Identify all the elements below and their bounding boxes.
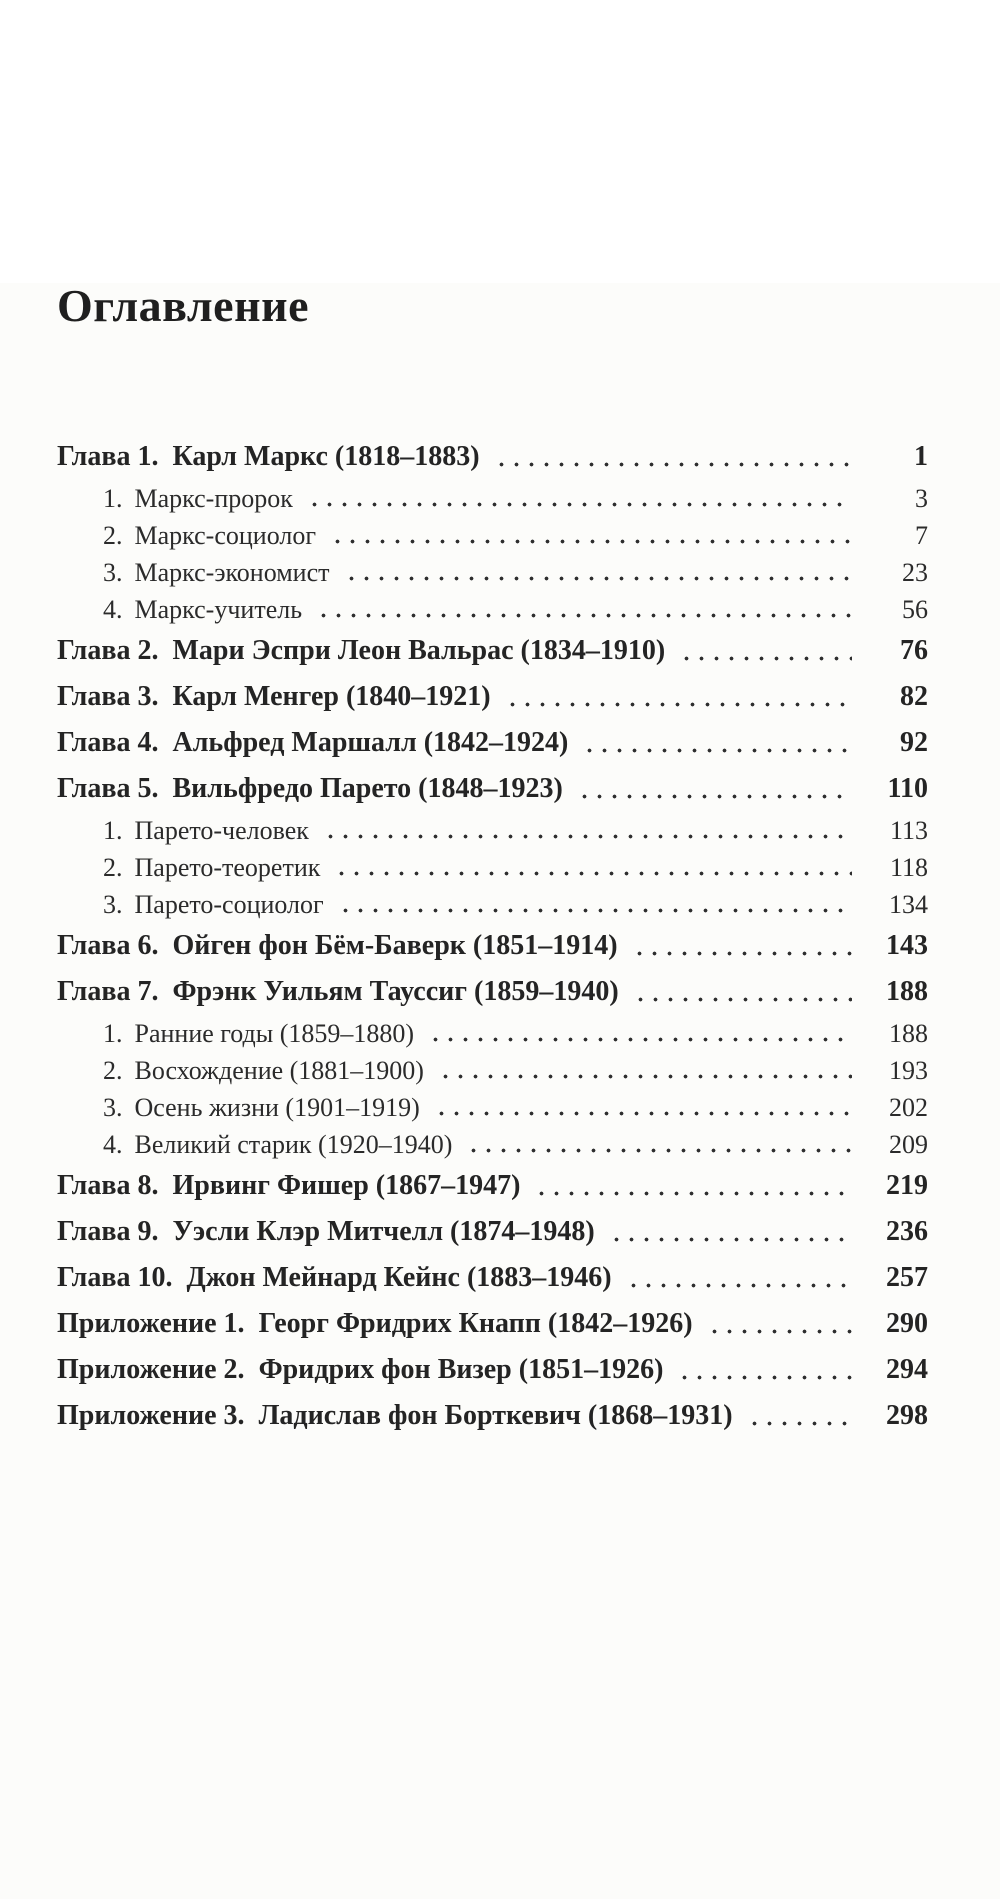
toc-entry-number: 2. [103, 853, 123, 882]
dot-leader [430, 1089, 852, 1126]
dot-leader [319, 812, 852, 849]
toc-entry-label: Фрэнк Уильям Тауссиг (1859–1940) [172, 976, 619, 1007]
toc-entry-label: Маркс-социолог [134, 521, 317, 550]
toc-entry-number: 4. [103, 1130, 123, 1159]
toc-entry-number: 4. [103, 595, 123, 624]
toc-entry-page: 56 [902, 595, 928, 624]
dot-leader [622, 1255, 852, 1301]
toc-entry [57, 1015, 928, 1052]
toc-page [0, 280, 1000, 1899]
toc-entry-page: 118 [889, 853, 928, 882]
toc-entry [57, 1126, 928, 1163]
toc-entry-number: Глава 2. [57, 635, 159, 666]
toc-entry-page: 236 [886, 1216, 928, 1247]
toc-list [57, 434, 928, 1439]
dot-leader [424, 1015, 852, 1052]
dot-leader [330, 849, 852, 886]
toc-entry-number: 1. [103, 816, 123, 845]
toc-entry [57, 969, 928, 1015]
dot-leader [501, 674, 852, 720]
toc-entry-number: 2. [103, 1056, 123, 1085]
toc-entry-label: Фридрих фон Визер (1851–1926) [258, 1354, 664, 1385]
toc-entry [57, 1163, 928, 1209]
toc-entry-label: Ойген фон Бём-Баверк (1851–1914) [172, 930, 618, 961]
toc-entry-page: 257 [886, 1262, 928, 1293]
toc-entry-number: 1. [103, 1019, 123, 1048]
toc-entry-number: Глава 3. [57, 681, 159, 712]
toc-entry-label: Карл Менгер (1840–1921) [172, 681, 491, 712]
toc-entry-page: 188 [889, 1019, 928, 1048]
toc-entry-label: Вильфредо Парето (1848–1923) [172, 773, 563, 804]
toc-entry [57, 1209, 928, 1255]
dot-leader [326, 517, 852, 554]
toc-entry-label: Джон Мейнард Кейнс (1883–1946) [186, 1262, 612, 1293]
toc-entry-page: 7 [915, 521, 928, 550]
toc-entry [57, 766, 928, 812]
toc-entry-page: 110 [887, 773, 928, 804]
toc-entry [57, 923, 928, 969]
toc-entry-label: Альфред Маршалл (1842–1924) [172, 727, 569, 758]
toc-entry-label: Парето-социолог [134, 890, 324, 919]
toc-entry-number: Глава 4. [57, 727, 159, 758]
toc-entry-label: Маркс-учитель [134, 595, 303, 624]
toc-entry [57, 812, 928, 849]
toc-entry [57, 517, 928, 554]
toc-entry-number: 1. [103, 484, 123, 513]
toc-entry [57, 628, 928, 674]
toc-entry-page: 188 [886, 976, 928, 1007]
toc-entry [57, 1089, 928, 1126]
toc-entry-number: Приложение 2. [57, 1354, 245, 1385]
toc-entry-page: 1 [914, 441, 928, 472]
toc-entry-number: Глава 9. [57, 1216, 159, 1247]
toc-entry-number: Глава 6. [57, 930, 159, 961]
toc-entry-number: Глава 7. [57, 976, 159, 1007]
toc-entry-label: Великий старик (1920–1940) [134, 1130, 453, 1159]
dot-leader [675, 628, 852, 674]
toc-entry-label: Восхождение (1881–1900) [134, 1056, 424, 1085]
toc-entry [57, 434, 928, 480]
toc-entry-page: 193 [889, 1056, 928, 1085]
toc-entry-page: 134 [889, 890, 928, 919]
toc-entry-label: Мари Эспри Леон Вальрас (1834–1910) [172, 635, 666, 666]
dot-leader [312, 591, 852, 628]
dot-leader [490, 434, 852, 480]
dot-leader [628, 923, 852, 969]
toc-entry [57, 591, 928, 628]
toc-entry-page: 76 [900, 635, 928, 666]
toc-entry-label: Георг Фридрих Кнапп (1842–1926) [258, 1308, 693, 1339]
dot-leader [573, 766, 852, 812]
toc-entry [57, 1393, 928, 1439]
toc-entry-number: 3. [103, 1093, 123, 1122]
toc-entry-label: Маркс-экономист [134, 558, 330, 587]
toc-entry-label: Парето-теоретик [134, 853, 321, 882]
toc-entry-number: Глава 10. [57, 1262, 173, 1293]
toc-entry-page: 82 [900, 681, 928, 712]
dot-leader [340, 554, 853, 591]
toc-entry-number: Приложение 3. [57, 1400, 245, 1431]
toc-entry-page: 143 [886, 930, 928, 961]
toc-entry-page: 209 [889, 1130, 928, 1159]
toc-entry-page: 23 [902, 558, 928, 587]
toc-entry-page: 202 [889, 1093, 928, 1122]
toc-entry-page: 294 [886, 1354, 928, 1385]
dot-leader [303, 480, 852, 517]
dot-leader [605, 1209, 852, 1255]
toc-entry-number: Глава 8. [57, 1170, 159, 1201]
toc-entry-number: 3. [103, 558, 123, 587]
toc-entry [57, 1301, 928, 1347]
toc-entry-page: 3 [915, 484, 928, 513]
toc-entry [57, 720, 928, 766]
dot-leader [334, 886, 852, 923]
toc-entry-number: Глава 1. [57, 441, 159, 472]
toc-entry-number: Приложение 1. [57, 1308, 245, 1339]
toc-entry-label: Ирвинг Фишер (1867–1947) [172, 1170, 521, 1201]
toc-entry-number: 3. [103, 890, 123, 919]
dot-leader [462, 1126, 852, 1163]
toc-entry-label: Ранние годы (1859–1880) [134, 1019, 415, 1048]
toc-entry-number: 2. [103, 521, 123, 550]
toc-entry-label: Ладислав фон Борткевич (1868–1931) [258, 1400, 733, 1431]
toc-entry-label: Карл Маркс (1818–1883) [172, 441, 480, 472]
toc-entry-page: 92 [900, 727, 928, 758]
toc-entry [57, 1347, 928, 1393]
toc-entry [57, 480, 928, 517]
toc-entry [57, 674, 928, 720]
toc-entry [57, 554, 928, 591]
toc-entry-page: 298 [886, 1400, 928, 1431]
dot-leader [703, 1301, 852, 1347]
toc-entry-page: 113 [889, 816, 928, 845]
dot-leader [629, 969, 852, 1015]
toc-entry-number: Глава 5. [57, 773, 159, 804]
dot-leader [530, 1163, 852, 1209]
dot-leader [743, 1393, 852, 1439]
toc-entry-label: Осень жизни (1901–1919) [134, 1093, 420, 1122]
dot-leader [434, 1052, 852, 1089]
toc-entry-label: Маркс-пророк [134, 484, 293, 513]
dot-leader [673, 1347, 852, 1393]
page-title: Оглавление [57, 280, 310, 331]
toc-entry [57, 886, 928, 923]
toc-entry [57, 1255, 928, 1301]
toc-entry-page: 290 [886, 1308, 928, 1339]
toc-entry-label: Парето-человек [134, 816, 309, 845]
toc-entry [57, 1052, 928, 1089]
dot-leader [578, 720, 852, 766]
toc-entry [57, 849, 928, 886]
toc-entry-page: 219 [886, 1170, 928, 1201]
toc-entry-label: Уэсли Клэр Митчелл (1874–1948) [172, 1216, 595, 1247]
